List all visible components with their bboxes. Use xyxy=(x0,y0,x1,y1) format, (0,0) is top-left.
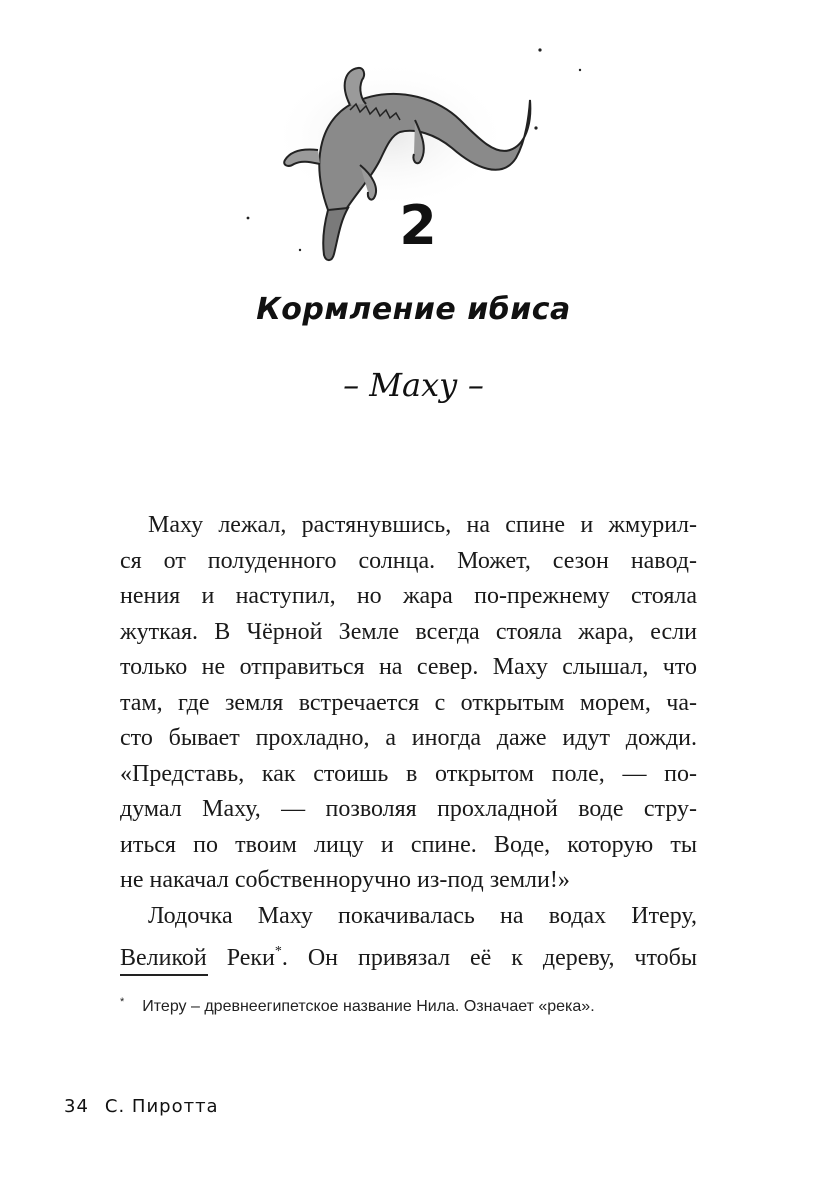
text-line: иться по твоим лицу и спине. Воде, которую ты xyxy=(120,831,697,858)
text-line: «Представь, как стоишь в открытом поле, — по- xyxy=(120,760,697,787)
text-line: не накачал собственноручно из-под земли!» xyxy=(120,867,570,893)
footnote-text: Итеру – древнеегипетское название Нила. Означает «река». xyxy=(142,998,595,1015)
crocodile-illustration xyxy=(240,40,660,270)
text-line: Лодочка Маху покачивалась на водах Итеру, xyxy=(148,902,697,929)
text-line: сто бывает прохладно, а иногда даже идут дожди. xyxy=(120,725,697,751)
footnote-divider xyxy=(120,974,208,976)
text-segment: . Он привязал её к дереву, чтобы xyxy=(281,945,698,971)
text-segment: Великой Реки xyxy=(120,945,275,971)
footnote xyxy=(120,996,720,1016)
page-footer xyxy=(64,1096,219,1117)
chapter-title: Кормление ибиса xyxy=(256,292,571,327)
body-text xyxy=(120,508,697,977)
footnote-mark: * xyxy=(120,996,125,1008)
text-line: там, где земля встречается с открытым морем, ча- xyxy=(120,689,697,716)
text-line: жуткая. В Чёрной Земле всегда стояла жара, если xyxy=(120,618,697,645)
text-line xyxy=(120,934,697,977)
text-line: нения и наступил, но жара по-прежнему стояла xyxy=(120,583,697,609)
text-line: думал Маху, — позволяя прохладной воде стру- xyxy=(120,796,697,822)
text-line: только не отправиться на север. Маху слышал, что xyxy=(120,654,697,680)
page-number: 34 xyxy=(64,1096,89,1117)
chapter-number: 2 xyxy=(399,194,437,257)
text-line: Маху лежал, растянувшись, на спине и жмурил- xyxy=(148,512,697,538)
footnote-marker: * xyxy=(274,944,282,959)
text-line: ся от полуденного солнца. Может, сезон навод- xyxy=(120,547,697,574)
chapter-subtitle: – Маху – xyxy=(343,366,484,404)
author-name: С. Пиротта xyxy=(104,1096,219,1117)
